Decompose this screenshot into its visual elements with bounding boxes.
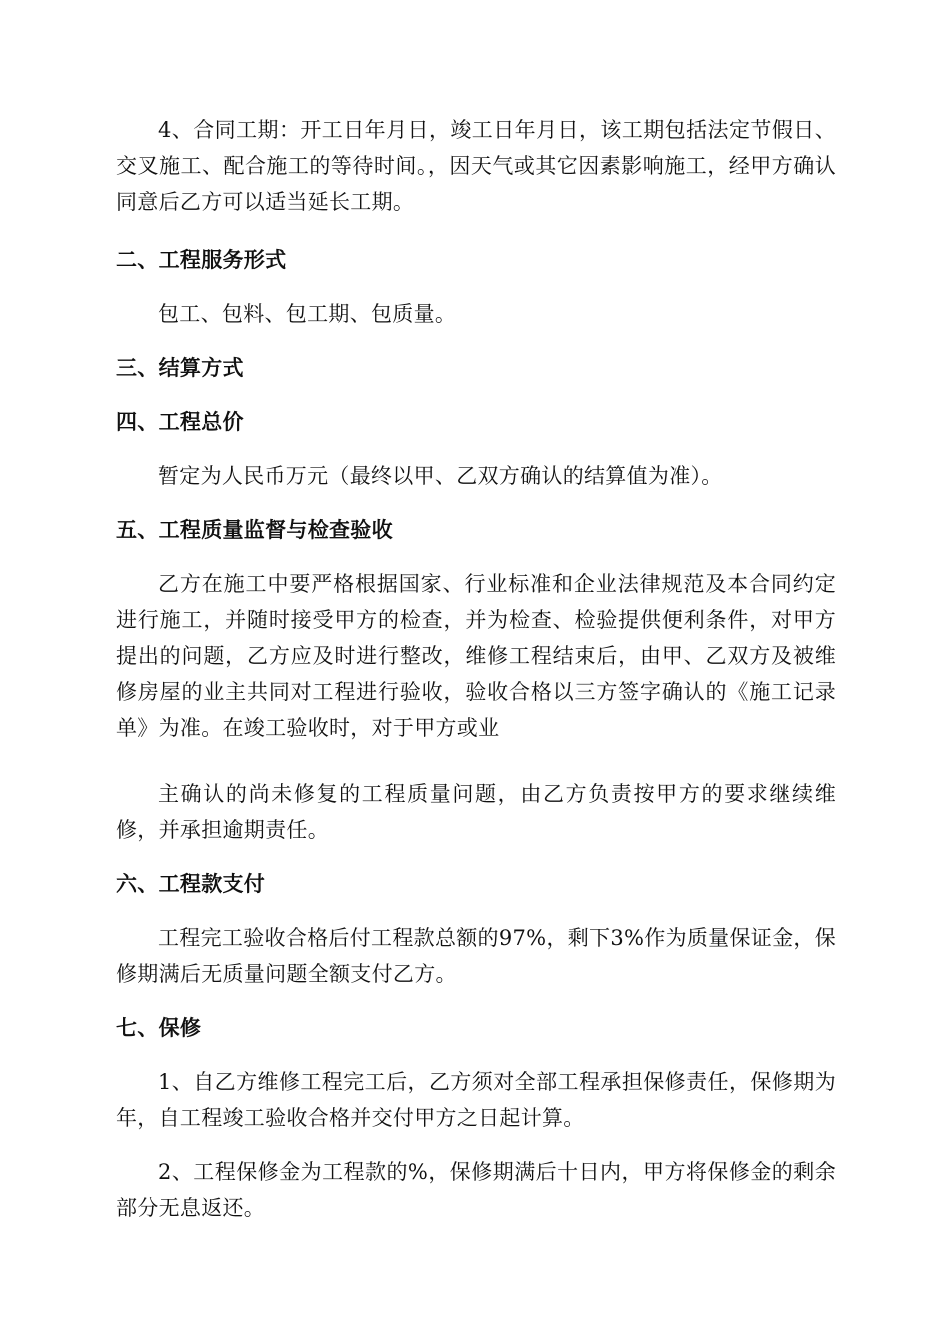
heading-settlement-method: 三、结算方式 [116, 356, 244, 380]
heading-warranty: 七、保修 [116, 1016, 202, 1040]
heading-total-price: 四、工程总价 [116, 410, 244, 434]
paragraph-contract-period: 4、合同工期：开工日年月日，竣工日年月日，该工期包括法定节假日、交叉施工、配合施工的等待时间。，因天气或其它因素影响施工，经甲方确认同意后乙方可以适当延长工期。 [116, 118, 836, 214]
paragraph-quality-1: 乙方在施工中要严格根据国家、行业标准和企业法律规范及本合同约定进行施工，并随时接受甲方的检查，并为检查、检验提供便利条件，对甲方提出的问题，乙方应及时进行整改，维修工程结束后，由甲、乙双方及被维修房屋的业主共同对工程进行验收，验收合格以三方签字确认的《施工记录单》为准。在竣工验收时，对于甲方或业 [116, 572, 836, 740]
paragraph-warranty-2: 2、工程保修金为工程款的%，保修期满后十日内，甲方将保修金的剩余部分无息返还。 [116, 1160, 836, 1220]
paragraph-payment: 工程完工验收合格后付工程款总额的97%，剩下3%作为质量保证金，保修期满后无质量问题全额支付乙方。 [116, 926, 836, 986]
paragraph-warranty-1: 1、自乙方维修工程完工后，乙方须对全部工程承担保修责任，保修期为年，自工程竣工验收合格并交付甲方之日起计算。 [116, 1070, 836, 1130]
heading-service-form: 二、工程服务形式 [116, 248, 287, 272]
paragraph-total-price: 暂定为人民币万元（最终以甲、乙双方确认的结算值为准）。 [158, 464, 723, 488]
heading-quality-inspection: 五、工程质量监督与检查验收 [116, 518, 393, 542]
heading-payment: 六、工程款支付 [116, 872, 266, 896]
paragraph-service-form: 包工、包料、包工期、包质量。 [158, 302, 457, 326]
paragraph-quality-2: 主确认的尚未修复的工程质量问题，由乙方负责按甲方的要求继续维修，并承担逾期责任。 [116, 782, 836, 842]
